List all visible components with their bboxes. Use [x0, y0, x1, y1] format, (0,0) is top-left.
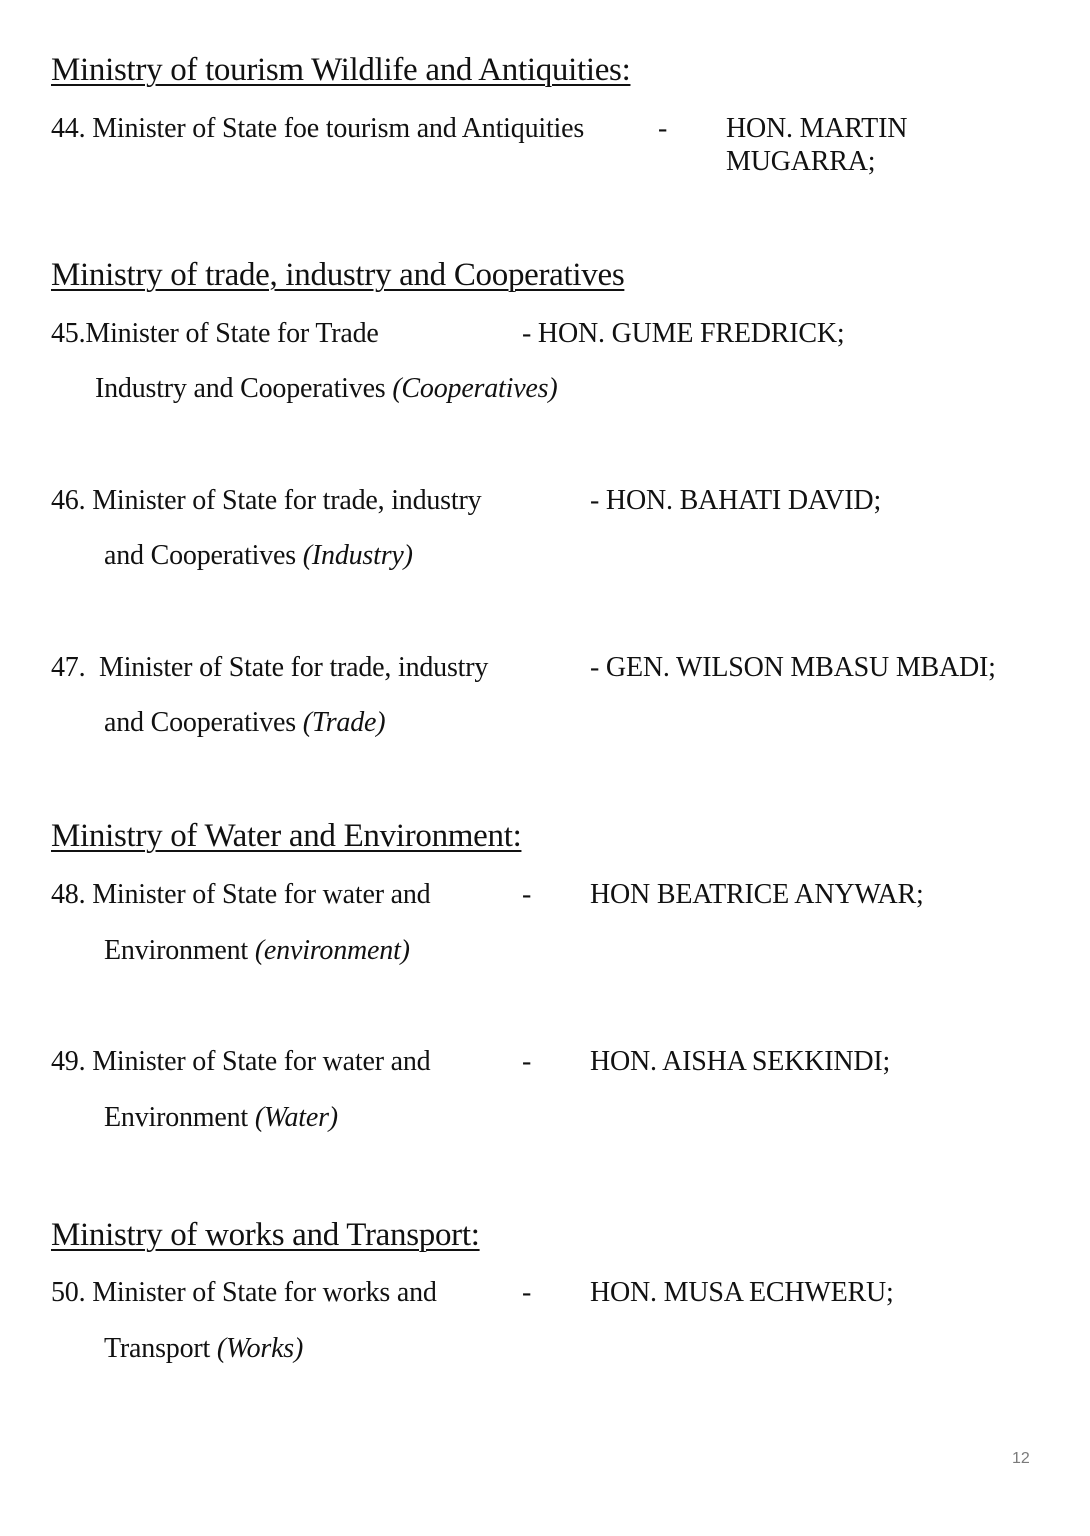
entry-44-title: 44. Minister of State foe tourism and Antiquities — [51, 113, 585, 144]
entry-44-name-line1: HON. MARTIN — [726, 113, 908, 144]
entry-48-name: HON BEATRICE ANYWAR; — [590, 879, 924, 910]
page-number: 12 — [1012, 1450, 1030, 1467]
entry-49-portfolio: (Water) — [254, 1102, 338, 1133]
section-heading-water: Ministry of Water and Environment: — [51, 818, 522, 854]
entry-44-dash: - — [658, 113, 668, 144]
entry-49-dash: - — [522, 1046, 532, 1077]
section-heading-tourism: Ministry of tourism Wildlife and Antiquities: — [51, 52, 631, 88]
entry-47-continuation — [104, 707, 385, 739]
entry-48-dash: - — [522, 879, 532, 910]
entry-46-name: - HON. BAHATI DAVID; — [590, 485, 882, 516]
entry-47-title: 47. Minister of State for trade, industry — [51, 652, 489, 683]
entry-48-portfolio: (environment) — [254, 935, 410, 966]
entry-46-continuation-text: and Cooperatives — [104, 540, 296, 571]
entry-49-continuation-text: Environment — [104, 1102, 248, 1133]
entry-45-continuation — [95, 373, 557, 405]
section-heading-works: Ministry of works and Transport: — [51, 1217, 480, 1253]
entry-46-title: 46. Minister of State for trade, industry — [51, 485, 482, 516]
entry-50-name: HON. MUSA ECHWERU; — [590, 1277, 894, 1308]
entry-50-continuation — [104, 1333, 303, 1365]
entry-45-title: 45.Minister of State for Trade — [51, 318, 379, 349]
entry-47-name: - GEN. WILSON MBASU MBADI; — [590, 652, 996, 683]
entry-45-continuation-text: Industry and Cooperatives — [95, 373, 386, 404]
entry-48-continuation — [104, 935, 410, 967]
entry-49-title: 49. Minister of State for water and — [51, 1046, 431, 1077]
entry-49-name: HON. AISHA SEKKINDI; — [590, 1046, 891, 1077]
entry-46-portfolio: (Industry) — [302, 540, 413, 571]
entry-50-portfolio: (Works) — [216, 1333, 304, 1364]
entry-48-continuation-text: Environment — [104, 935, 248, 966]
section-heading-trade: Ministry of trade, industry and Cooperatives — [51, 257, 625, 293]
entry-46-continuation — [104, 540, 413, 572]
entry-45-portfolio: (Cooperatives) — [392, 373, 558, 404]
entry-47-continuation-text: and Cooperatives — [104, 707, 296, 738]
entry-48-title: 48. Minister of State for water and — [51, 879, 431, 910]
entry-50-dash: - — [522, 1277, 532, 1308]
entry-44-name-line2: MUGARRA; — [726, 146, 876, 177]
entry-50-continuation-text: Transport — [104, 1333, 211, 1364]
entry-50-title: 50. Minister of State for works and — [51, 1277, 437, 1308]
entry-47-portfolio: (Trade) — [302, 707, 386, 738]
entry-45-name: - HON. GUME FREDRICK; — [522, 318, 845, 349]
entry-49-continuation — [104, 1102, 338, 1134]
